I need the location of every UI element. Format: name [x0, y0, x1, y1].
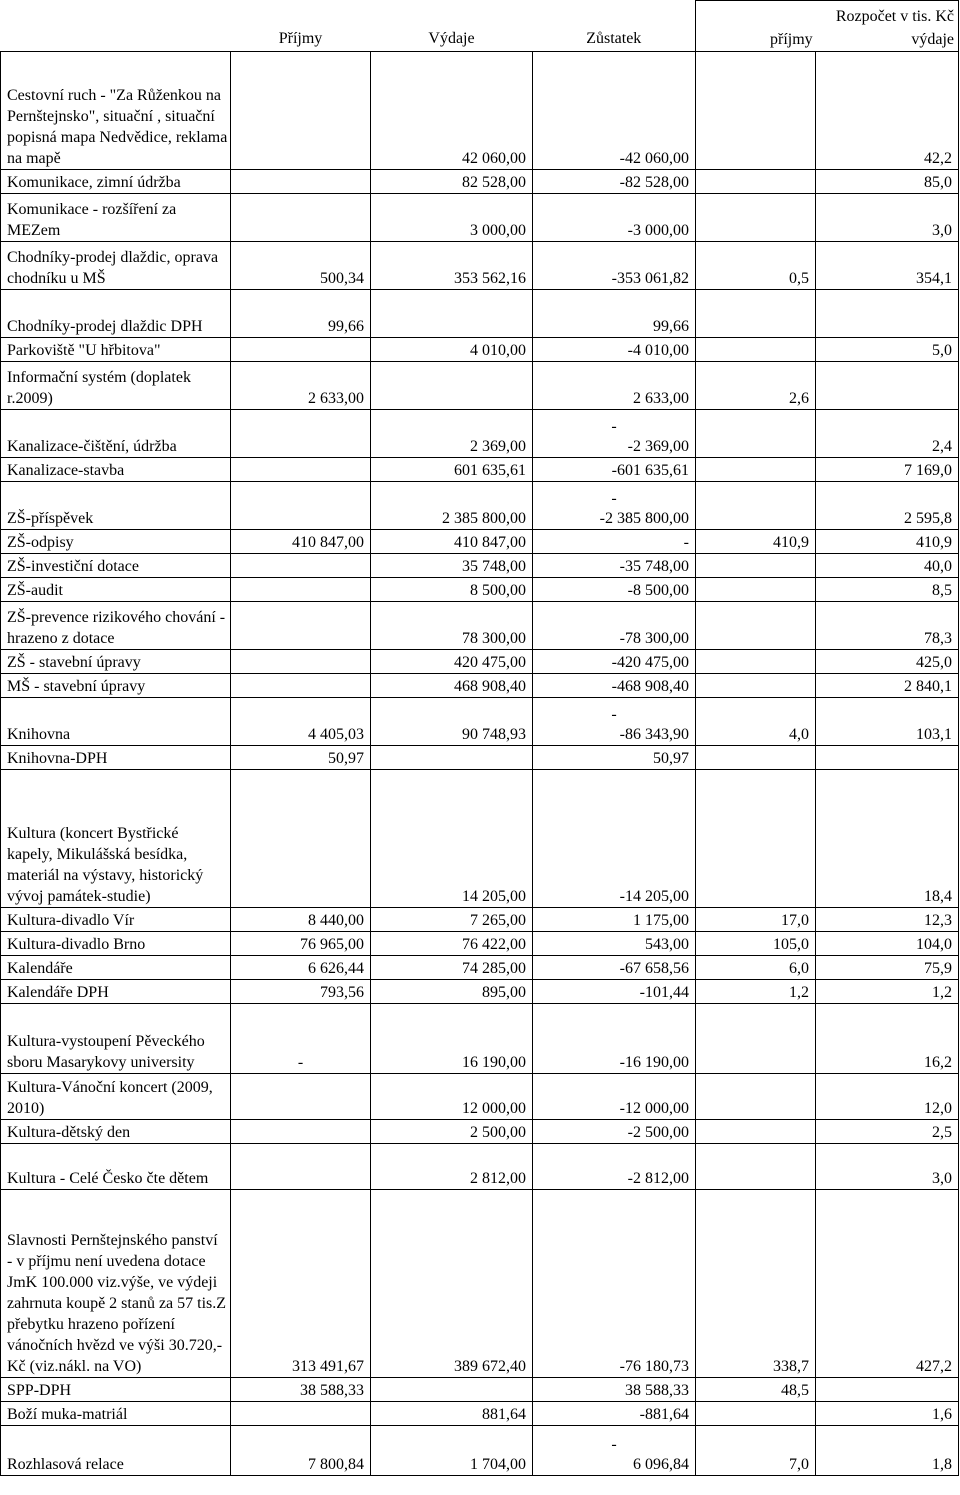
cell-name: Cestovní ruch - "Za Růženkou na Pernštejnsko", situační , situační popisná mapa Nedvědice, reklama na mapě — [1, 51, 231, 169]
cell-vydaje: 76 422,00 — [371, 931, 533, 955]
cell-r-vydaje: 85,0 — [816, 169, 959, 193]
cell-name: ZŠ-odpisy — [1, 529, 231, 553]
cell-name: Komunikace, zimní údržba — [1, 169, 231, 193]
cell-zustatek: -82 528,00 — [533, 169, 696, 193]
cell-vydaje: 78 300,00 — [371, 601, 533, 649]
cell-r-vydaje: 40,0 — [816, 553, 959, 577]
cell-zustatek: -881,64 — [533, 1401, 696, 1425]
table-row — [1, 529, 959, 553]
cell-zustatek: 99,66 — [533, 289, 696, 337]
cell-zustatek — [533, 481, 696, 529]
cell-vydaje — [371, 289, 533, 337]
cell-name: SPP-DPH — [1, 1377, 231, 1401]
cell-vydaje: 90 748,93 — [371, 697, 533, 745]
cell-r-vydaje: 425,0 — [816, 649, 959, 673]
table-row — [1, 601, 959, 649]
cell-prijmy: 7 800,84 — [231, 1425, 371, 1475]
cell-r-prijmy — [696, 481, 816, 529]
cell-name: ZŠ-audit — [1, 577, 231, 601]
cell-r-vydaje: 354,1 — [816, 241, 959, 289]
cell-prijmy — [231, 1073, 371, 1119]
cell-prijmy — [231, 601, 371, 649]
cell-vydaje: 8 500,00 — [371, 577, 533, 601]
cell-prijmy: 500,34 — [231, 241, 371, 289]
cell-r-prijmy — [696, 577, 816, 601]
cell-name: Rozhlasová relace — [1, 1425, 231, 1475]
cell-prijmy: - — [231, 1003, 371, 1073]
cell-value: 6 096,84 — [633, 1455, 689, 1473]
cell-prijmy — [231, 193, 371, 241]
cell-name: Kultura-vystoupení Pěveckého sboru Masarykovy university — [1, 1003, 231, 1073]
header-prijmy: Příjmy — [231, 1, 371, 52]
table-row — [1, 193, 959, 241]
cell-r-vydaje — [816, 745, 959, 769]
header-budget-label: Rozpočet v tis. Kč — [835, 7, 955, 25]
cell-prijmy — [231, 649, 371, 673]
cell-prijmy: 8 440,00 — [231, 907, 371, 931]
cell-r-vydaje: 7 169,0 — [816, 457, 959, 481]
cell-r-vydaje: 12,0 — [816, 1073, 959, 1119]
cell-vydaje: 601 635,61 — [371, 457, 533, 481]
header-vydaje: Výdaje — [371, 1, 533, 52]
cell-prijmy — [231, 169, 371, 193]
cell-name: MŠ - stavební úpravy — [1, 673, 231, 697]
cell-prijmy: 313 491,67 — [231, 1189, 371, 1377]
cell-vydaje: 895,00 — [371, 979, 533, 1003]
cell-name: ZŠ-prevence rizikového chování - hrazeno z dotace — [1, 601, 231, 649]
cell-vydaje: 14 205,00 — [371, 769, 533, 907]
cell-vydaje: 353 562,16 — [371, 241, 533, 289]
table-row — [1, 577, 959, 601]
cell-zustatek: -601 635,61 — [533, 457, 696, 481]
cell-r-prijmy: 6,0 — [696, 955, 816, 979]
cell-zustatek: -420 475,00 — [533, 649, 696, 673]
cell-r-prijmy — [696, 169, 816, 193]
header-blank — [1, 1, 231, 52]
cell-vydaje: 4 010,00 — [371, 337, 533, 361]
cell-r-vydaje: 427,2 — [816, 1189, 959, 1377]
cell-prijmy — [231, 1401, 371, 1425]
cell-r-prijmy — [696, 193, 816, 241]
cell-name: Kultura (koncert Bystřické kapely, Mikulášská besídka, materiál na výstavy, historický vývoj památek-studie) — [1, 769, 231, 907]
cell-zustatek: 543,00 — [533, 931, 696, 955]
cell-zustatek: -8 500,00 — [533, 577, 696, 601]
cell-r-prijmy — [696, 1119, 816, 1143]
cell-name: Kultura-divadlo Brno — [1, 931, 231, 955]
cell-r-prijmy — [696, 601, 816, 649]
cell-r-vydaje — [816, 1377, 959, 1401]
table-row — [1, 481, 959, 529]
cell-prijmy — [231, 457, 371, 481]
cell-name: Kultura-divadlo Vír — [1, 907, 231, 931]
cell-r-vydaje: 12,3 — [816, 907, 959, 931]
table-row — [1, 241, 959, 289]
table-row — [1, 1377, 959, 1401]
cell-prijmy — [231, 673, 371, 697]
cell-vydaje: 468 908,40 — [371, 673, 533, 697]
cell-r-prijmy: 410,9 — [696, 529, 816, 553]
cell-r-vydaje: 42,2 — [816, 51, 959, 169]
table-row — [1, 1401, 959, 1425]
cell-prijmy: 410 847,00 — [231, 529, 371, 553]
cell-r-vydaje: 103,1 — [816, 697, 959, 745]
cell-prijmy — [231, 337, 371, 361]
cell-zustatek: 2 633,00 — [533, 361, 696, 409]
cell-vydaje: 82 528,00 — [371, 169, 533, 193]
cell-name: Knihovna-DPH — [1, 745, 231, 769]
cell-r-prijmy — [696, 1401, 816, 1425]
table-row — [1, 907, 959, 931]
cell-prijmy: 76 965,00 — [231, 931, 371, 955]
cell-r-prijmy: 338,7 — [696, 1189, 816, 1377]
cell-prijmy — [231, 409, 371, 457]
cell-zustatek: -67 658,56 — [533, 955, 696, 979]
cell-r-vydaje: 2 840,1 — [816, 673, 959, 697]
cell-name: Komunikace - rozšíření za MEZem — [1, 193, 231, 241]
cell-r-prijmy — [696, 457, 816, 481]
cell-vydaje: 881,64 — [371, 1401, 533, 1425]
cell-prijmy: 2 633,00 — [231, 361, 371, 409]
cell-vydaje: 410 847,00 — [371, 529, 533, 553]
cell-zustatek: 38 588,33 — [533, 1377, 696, 1401]
cell-vydaje: 74 285,00 — [371, 955, 533, 979]
table-row — [1, 769, 959, 907]
cell-r-prijmy: 4,0 — [696, 697, 816, 745]
table-row — [1, 553, 959, 577]
header-row — [1, 1, 959, 52]
cell-r-prijmy — [696, 1003, 816, 1073]
cell-vydaje — [371, 361, 533, 409]
table-row — [1, 457, 959, 481]
table-row — [1, 745, 959, 769]
cell-r-prijmy — [696, 1143, 816, 1189]
cell-r-vydaje: 2,4 — [816, 409, 959, 457]
table-row — [1, 955, 959, 979]
cell-value: -2 369,00 — [627, 437, 689, 455]
cell-prijmy — [231, 1143, 371, 1189]
cell-prijmy: 793,56 — [231, 979, 371, 1003]
table-row — [1, 649, 959, 673]
cell-r-prijmy — [696, 51, 816, 169]
table-row — [1, 1189, 959, 1377]
cell-name: Boží muka-matriál — [1, 1401, 231, 1425]
table-row — [1, 1119, 959, 1143]
cell-r-vydaje: 75,9 — [816, 955, 959, 979]
cell-r-vydaje: 2 595,8 — [816, 481, 959, 529]
cell-name: ZŠ-investiční dotace — [1, 553, 231, 577]
cell-r-prijmy — [696, 1073, 816, 1119]
cell-prijmy — [231, 769, 371, 907]
cell-vydaje: 389 672,40 — [371, 1189, 533, 1377]
table-row — [1, 697, 959, 745]
cell-r-vydaje: 1,8 — [816, 1425, 959, 1475]
header-zustatek: Zůstatek — [533, 1, 696, 52]
cell-zustatek: 50,97 — [533, 745, 696, 769]
cell-zustatek: -353 061,82 — [533, 241, 696, 289]
cell-r-vydaje: 3,0 — [816, 193, 959, 241]
cell-r-vydaje: 5,0 — [816, 337, 959, 361]
cell-zustatek: 1 175,00 — [533, 907, 696, 931]
table-row — [1, 1003, 959, 1073]
cell-prijmy — [231, 553, 371, 577]
cell-name: Kultura - Celé Česko čte dětem — [1, 1143, 231, 1189]
cell-prijmy: 99,66 — [231, 289, 371, 337]
table-row — [1, 51, 959, 169]
cell-r-vydaje — [816, 361, 959, 409]
cell-prijmy: 38 588,33 — [231, 1377, 371, 1401]
cell-vydaje: 35 748,00 — [371, 553, 533, 577]
cell-r-prijmy — [696, 769, 816, 907]
cell-name: Kultura-Vánoční koncert (2009, 2010) — [1, 1073, 231, 1119]
cell-r-prijmy: 2,6 — [696, 361, 816, 409]
table-row — [1, 1143, 959, 1189]
cell-name: Slavnosti Pernštejnského panství - v příjmu není uvedena dotace JmK 100.000 viz.výše, ve výdeji zahrnuta koupě 2 stanů za 57 tis.Z přebytku hrazeno pořízení vánočních hvězd ve výši 30.720,- Kč (viz.nákl. na VO) — [1, 1189, 231, 1377]
cell-value: -2 385 800,00 — [599, 509, 689, 527]
cell-name: Knihovna — [1, 697, 231, 745]
cell-name: ZŠ-příspěvek — [1, 481, 231, 529]
cell-r-prijmy — [696, 289, 816, 337]
cell-r-vydaje — [816, 289, 959, 337]
cell-r-prijmy: 0,5 — [696, 241, 816, 289]
cell-r-vydaje: 78,3 — [816, 601, 959, 649]
cell-prijmy: 6 626,44 — [231, 955, 371, 979]
cell-vydaje — [371, 745, 533, 769]
cell-r-vydaje: 1,2 — [816, 979, 959, 1003]
cell-vydaje: 7 265,00 — [371, 907, 533, 931]
cell-zustatek: -12 000,00 — [533, 1073, 696, 1119]
cell-r-vydaje: 104,0 — [816, 931, 959, 955]
header-r-prijmy: příjmy — [770, 30, 813, 48]
cell-vydaje: 42 060,00 — [371, 51, 533, 169]
cell-r-vydaje: 1,6 — [816, 1401, 959, 1425]
table-row — [1, 361, 959, 409]
cell-zustatek: -2 500,00 — [533, 1119, 696, 1143]
cell-zustatek: -468 908,40 — [533, 673, 696, 697]
cell-zustatek — [533, 1425, 696, 1475]
cell-vydaje: 420 475,00 — [371, 649, 533, 673]
cell-name: Parkoviště "U hřbitova" — [1, 337, 231, 361]
cell-r-prijmy — [696, 673, 816, 697]
table-row — [1, 337, 959, 361]
cell-name: Kanalizace-stavba — [1, 457, 231, 481]
cell-r-vydaje: 8,5 — [816, 577, 959, 601]
cell-r-vydaje: 18,4 — [816, 769, 959, 907]
cell-r-prijmy: 7,0 — [696, 1425, 816, 1475]
cell-r-prijmy: 17,0 — [696, 907, 816, 931]
table-row — [1, 409, 959, 457]
cell-vydaje: 3 000,00 — [371, 193, 533, 241]
cell-dash: - — [611, 489, 617, 507]
cell-name: Chodníky-prodej dlaždic DPH — [1, 289, 231, 337]
cell-vydaje: 2 369,00 — [371, 409, 533, 457]
cell-name: Kanalizace-čištění, údržba — [1, 409, 231, 457]
table-row — [1, 289, 959, 337]
cell-prijmy: 4 405,03 — [231, 697, 371, 745]
cell-name: Chodníky-prodej dlaždic, oprava chodníku u MŠ — [1, 241, 231, 289]
cell-prijmy — [231, 481, 371, 529]
cell-r-vydaje: 3,0 — [816, 1143, 959, 1189]
table-row — [1, 1073, 959, 1119]
cell-r-vydaje: 410,9 — [816, 529, 959, 553]
cell-vydaje: 1 704,00 — [371, 1425, 533, 1475]
header-budget — [696, 1, 959, 52]
cell-zustatek: -42 060,00 — [533, 51, 696, 169]
cell-prijmy — [231, 577, 371, 601]
table-row — [1, 1425, 959, 1475]
cell-zustatek: -16 190,00 — [533, 1003, 696, 1073]
table-row — [1, 169, 959, 193]
cell-vydaje: 16 190,00 — [371, 1003, 533, 1073]
cell-vydaje: 12 000,00 — [371, 1073, 533, 1119]
cell-zustatek: -101,44 — [533, 979, 696, 1003]
cell-prijmy: 50,97 — [231, 745, 371, 769]
header-r-vydaje: výdaje — [911, 30, 955, 48]
cell-dash: - — [611, 705, 617, 723]
cell-vydaje — [371, 1377, 533, 1401]
cell-value: -86 343,90 — [619, 725, 689, 743]
table-row — [1, 931, 959, 955]
cell-r-prijmy: 1,2 — [696, 979, 816, 1003]
table-row — [1, 673, 959, 697]
cell-r-prijmy: 105,0 — [696, 931, 816, 955]
cell-zustatek: -78 300,00 — [533, 601, 696, 649]
cell-zustatek: -35 748,00 — [533, 553, 696, 577]
cell-r-vydaje: 16,2 — [816, 1003, 959, 1073]
cell-prijmy — [231, 1119, 371, 1143]
cell-vydaje: 2 500,00 — [371, 1119, 533, 1143]
cell-vydaje: 2 812,00 — [371, 1143, 533, 1189]
cell-prijmy — [231, 51, 371, 169]
cell-zustatek: -4 010,00 — [533, 337, 696, 361]
cell-name: Kultura-dětský den — [1, 1119, 231, 1143]
cell-r-prijmy — [696, 745, 816, 769]
cell-name: ZŠ - stavební úpravy — [1, 649, 231, 673]
cell-vydaje: 2 385 800,00 — [371, 481, 533, 529]
cell-r-prijmy — [696, 337, 816, 361]
cell-name: Kalendáře — [1, 955, 231, 979]
cell-zustatek: -3 000,00 — [533, 193, 696, 241]
cell-zustatek: -14 205,00 — [533, 769, 696, 907]
cell-zustatek: -2 812,00 — [533, 1143, 696, 1189]
cell-name: Kalendáře DPH — [1, 979, 231, 1003]
cell-zustatek — [533, 409, 696, 457]
cell-zustatek: -76 180,73 — [533, 1189, 696, 1377]
cell-r-prijmy — [696, 649, 816, 673]
cell-r-prijmy — [696, 409, 816, 457]
cell-zustatek — [533, 697, 696, 745]
cell-r-prijmy — [696, 553, 816, 577]
cell-name: Informační systém (doplatek r.2009) — [1, 361, 231, 409]
cell-dash: - — [611, 417, 617, 435]
cell-zustatek: - — [533, 529, 696, 553]
cell-r-vydaje: 2,5 — [816, 1119, 959, 1143]
table-row — [1, 979, 959, 1003]
cell-r-prijmy: 48,5 — [696, 1377, 816, 1401]
cell-dash: - — [611, 1435, 617, 1453]
